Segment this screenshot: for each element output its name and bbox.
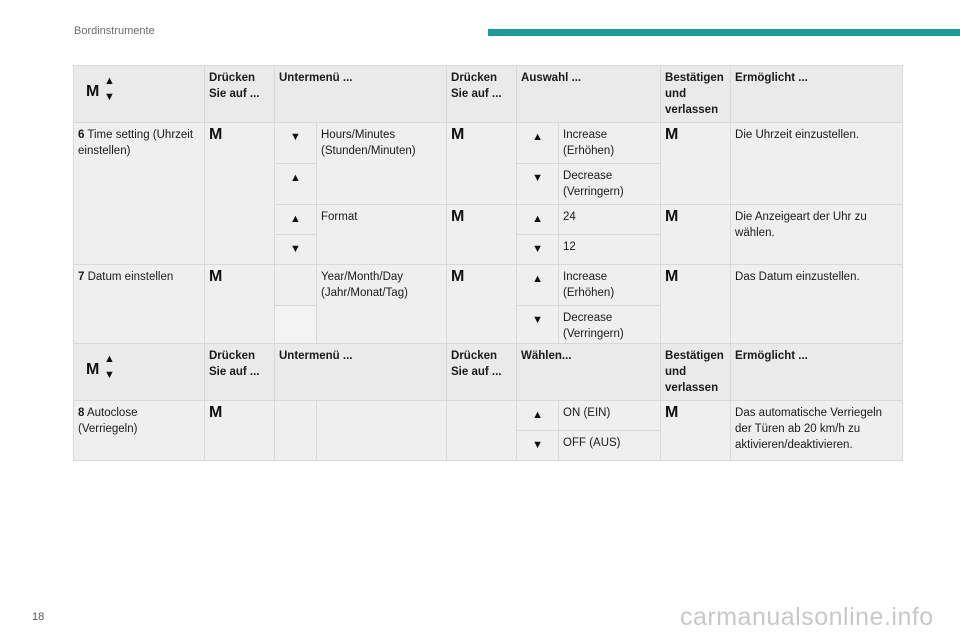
menu-nav-icon: M ▲ ▼: [86, 353, 115, 381]
arrow-cell: [517, 123, 559, 164]
arrow-cell: [517, 205, 559, 235]
submenu-year-month-day: Year/Month/Day (Jahr/Monat/Tag): [317, 265, 447, 347]
press-m-cell: [447, 205, 517, 265]
page-number: 18: [32, 611, 45, 623]
arrow-cell: [517, 431, 559, 461]
page-section-title: Bordinstrumente: [74, 25, 155, 37]
m-button-icon: M: [209, 268, 222, 285]
row-label-autoclose: 8 Autoclose (Verriegeln): [74, 401, 205, 461]
arrow-cell: [275, 205, 317, 235]
down-arrow-icon: ▼: [532, 439, 543, 451]
empty-cell: [275, 401, 317, 461]
arrow-cell: [275, 235, 317, 265]
arrow-cell: [517, 265, 559, 306]
up-arrow-icon: ▲: [532, 131, 543, 143]
option-decrease: Decrease (Verringern): [559, 164, 661, 205]
confirm-m-cell: [661, 123, 731, 205]
m-button-icon: M: [665, 126, 678, 143]
header-submenu: Untermenü ...: [275, 66, 447, 123]
option-increase: Increase (Erhöhen): [559, 123, 661, 164]
header-accent-bar: [488, 29, 960, 36]
down-arrow-icon: ▼: [290, 131, 301, 143]
description-autoclose: Das automatische Verriegeln der Türen ab 20 km/h zu aktivieren/deaktivieren.: [731, 401, 903, 461]
option-decrease: Decrease (Verringern): [559, 306, 661, 347]
row-label-time-setting: 6 Time setting (Uhrzeit einstellen): [74, 123, 205, 265]
down-arrow-icon: ▼: [290, 243, 301, 255]
header-submenu: Untermenü ...: [275, 344, 447, 401]
m-button-icon: M: [665, 404, 678, 421]
empty-cell: [447, 401, 517, 461]
menu-button-icon-cell: [74, 344, 205, 401]
m-button-icon: M: [665, 268, 678, 285]
option-increase: Increase (Erhöhen): [559, 265, 661, 306]
m-button-icon: M: [209, 404, 222, 421]
description-format: Die Anzeigeart der Uhr zu wählen.: [731, 205, 903, 265]
press-m-cell: [447, 265, 517, 347]
m-button-icon: M: [451, 126, 464, 143]
menu-nav-icon: M ▲ ▼: [86, 75, 115, 103]
header-press-1: Drücken Sie auf ...: [205, 66, 275, 123]
table-row: [74, 401, 903, 431]
header-allows: Ermöglicht ...: [731, 66, 903, 123]
press-m-cell: [205, 123, 275, 265]
confirm-m-cell: [661, 401, 731, 461]
empty-cell: [275, 306, 317, 347]
table-header-row: [74, 344, 903, 401]
table-row: [74, 265, 903, 306]
confirm-m-cell: [661, 265, 731, 347]
up-arrow-icon: ▲: [532, 409, 543, 421]
watermark: carmanualsonline.info: [680, 603, 934, 631]
m-button-icon: M: [209, 126, 222, 143]
m-button-icon: M: [665, 208, 678, 225]
description-date: Das Datum einzustellen.: [731, 265, 903, 347]
press-m-cell: [447, 123, 517, 205]
submenu-hours-minutes: Hours/Minutes (Stunden/Minuten): [317, 123, 447, 205]
down-arrow-icon: ▼: [532, 172, 543, 184]
up-arrow-icon: ▲: [290, 172, 301, 184]
option-on: ON (EIN): [559, 401, 661, 431]
submenu-format: Format: [317, 205, 447, 265]
empty-cell: [317, 401, 447, 461]
press-m-cell: [205, 401, 275, 461]
arrow-cell: [517, 164, 559, 205]
table-row: [74, 123, 903, 164]
up-arrow-icon: ▲: [290, 213, 301, 225]
menu-button-icon-cell: [74, 66, 205, 123]
table-header-row: [74, 66, 903, 123]
down-arrow-icon: ▼: [532, 314, 543, 326]
header-selection: Wählen...: [517, 344, 661, 401]
row-label-date-setting: 7 Datum einstellen: [74, 265, 205, 347]
header-press-2: Drücken Sie auf ...: [447, 344, 517, 401]
option-12: 12: [559, 235, 661, 265]
confirm-m-cell: [661, 205, 731, 265]
arrow-cell: [517, 235, 559, 265]
header-selection: Auswahl ...: [517, 66, 661, 123]
option-off: OFF (AUS): [559, 431, 661, 461]
header-press-1: Drücken Sie auf ...: [205, 344, 275, 401]
up-arrow-icon: ▲: [532, 213, 543, 225]
option-24: 24: [559, 205, 661, 235]
down-arrow-icon: ▼: [532, 243, 543, 255]
description-time: Die Uhrzeit einzustellen.: [731, 123, 903, 205]
empty-cell: [275, 265, 317, 306]
m-button-icon: M: [451, 268, 464, 285]
press-m-cell: [205, 265, 275, 347]
arrow-cell: [275, 123, 317, 164]
header-confirm: Bestätigen und verlassen: [661, 66, 731, 123]
arrow-cell: [517, 401, 559, 431]
arrow-cell: [275, 164, 317, 205]
up-arrow-icon: ▲: [532, 273, 543, 285]
settings-table-1: [73, 65, 903, 347]
header-press-2: Drücken Sie auf ...: [447, 66, 517, 123]
header-confirm: Bestätigen und verlassen: [661, 344, 731, 401]
m-button-icon: M: [451, 208, 464, 225]
arrow-cell: [517, 306, 559, 347]
settings-table-2: [73, 343, 903, 461]
header-allows: Ermöglicht ...: [731, 344, 903, 401]
